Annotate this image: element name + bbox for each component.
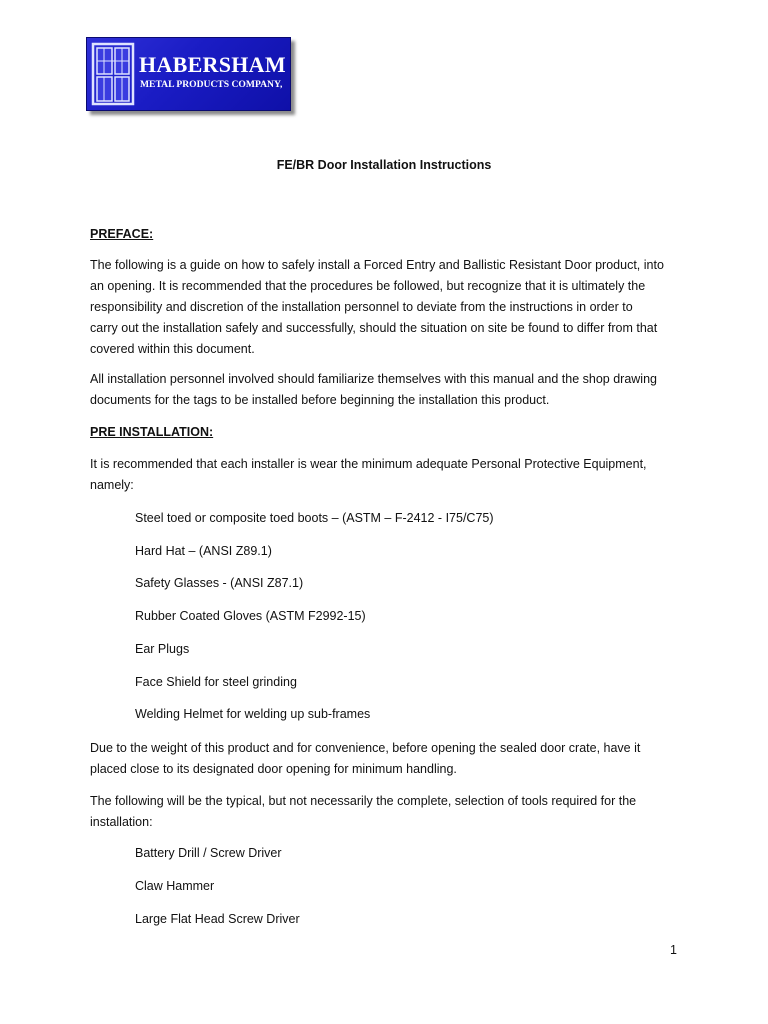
text-line: placed close to its designated door opening for minimum handling. (90, 762, 457, 776)
crate-paragraph (90, 738, 690, 780)
preface-heading: PREFACE: (90, 227, 154, 241)
ppe-item: Rubber Coated Gloves (ASTM F2992-15) (135, 609, 366, 623)
page-number: 1 (670, 943, 677, 957)
text-line: It is recommended that each installer is wear the minimum adequate Personal Protective Equipment, (90, 457, 647, 471)
ppe-item: Ear Plugs (135, 642, 190, 656)
ppe-item: Face Shield for steel grinding (135, 675, 297, 689)
text-line: an opening. It is recommended that the procedures be followed, but recognize that it is ultimately the (90, 279, 646, 293)
preface-paragraph-2 (90, 369, 690, 411)
company-logo (86, 37, 294, 114)
ppe-item: Steel toed or composite toed boots – (ASTM – F-2412 - I75/C75) (135, 511, 494, 525)
tool-item: Battery Drill / Screw Driver (135, 846, 282, 860)
logo-company-subtitle: METAL PRODUCTS COMPANY, (140, 79, 283, 90)
text-line: The following will be the typical, but not necessarily the complete, selection of tools required for the (90, 794, 637, 808)
ppe-item: Welding Helmet for welding up sub-frames (135, 707, 371, 721)
text-line: installation: (90, 815, 153, 829)
ppe-item: Safety Glasses - (ANSI Z87.1) (135, 576, 304, 590)
text-line: Due to the weight of this product and for convenience, before opening the sealed door crate, have it (90, 741, 641, 755)
ppe-intro-paragraph (90, 454, 690, 496)
text-line: The following is a guide on how to safely install a Forced Entry and Ballistic Resistant Door product, into (90, 258, 664, 272)
preface-paragraph-1 (90, 255, 690, 360)
logo-company-name: HABERSHAM (139, 52, 286, 77)
tool-item: Claw Hammer (135, 879, 215, 893)
text-line: carry out the installation safely and successfully, should the situation on site be found to differ from that (90, 321, 658, 335)
tools-intro-paragraph (90, 791, 690, 833)
text-line: covered within this document. (90, 342, 255, 356)
window-icon (91, 42, 135, 106)
document-title: FE/BR Door Installation Instructions (276, 158, 492, 172)
pre-installation-heading: PRE INSTALLATION: (90, 425, 214, 439)
tool-item: Large Flat Head Screw Driver (135, 912, 300, 926)
text-line: responsibility and discretion of the installation personnel to deviate from the instructions in order to (90, 300, 633, 314)
text-line: documents for the tags to be installed before beginning the installation this product. (90, 393, 550, 407)
logo-background (86, 37, 291, 111)
text-line: All installation personnel involved should familiarize themselves with this manual and the shop drawing (90, 372, 657, 386)
ppe-item: Hard Hat – (ANSI Z89.1) (135, 544, 272, 558)
text-line: namely: (90, 478, 134, 492)
